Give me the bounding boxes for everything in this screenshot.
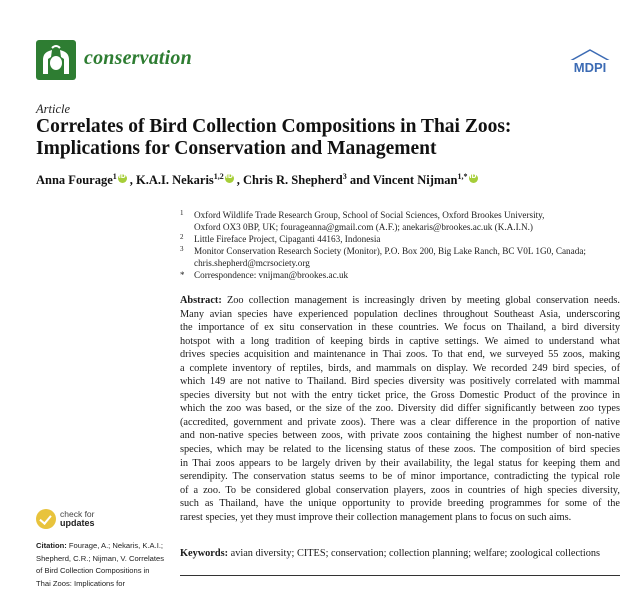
abstract-line: a complete inventory of reptiles, birds, and mammals on display. We recorded 249 bird species, of: [180, 362, 620, 376]
abstract-line: which the zoo was based, or the size of the zoo. Diversity did differ significantly between zoo types: [180, 402, 620, 416]
paper-title: [36, 116, 616, 160]
authors-joiner: and: [350, 173, 370, 187]
paper-title-line-1: Correlates of Bird Collection Compositions in Thai Zoos:: [36, 116, 616, 138]
author-list: Anna Fourage$^1$iD , K.A.I. Nekaris$^{1,2}$iD , Chris R. Shepherd$^3$ and Vincent Nijman$^{1,*}$iD: [36, 172, 616, 188]
abstract-line-text: Zoo collection management is increasingly driven by meeting global conservation needs.: [227, 295, 620, 306]
mdpi-logo: [567, 48, 613, 78]
divider: [180, 575, 620, 576]
author-affil-marker: 3: [343, 172, 347, 181]
keywords: [180, 548, 620, 559]
abstract-line: in Thai zoos appears to be largely driven by their availability, the legal status for keeping them and: [180, 457, 620, 471]
affiliation-marker: *: [180, 269, 185, 281]
journal-name: conservation: [84, 47, 192, 70]
keywords-text: avian diversity; CITES; conservation; collection planning; welfare; zoological collections: [231, 548, 600, 559]
author-name[interactable]: K.A.I. Nekaris: [136, 173, 214, 187]
abstract: [180, 294, 620, 524]
abstract-line: of a zoo. To be considered global conservation players, zoos in countries of high species diversity,: [180, 484, 620, 498]
abstract-line: the importance of ex situ conservation in these countries. We focus on Thailand, a bird diversity: [180, 321, 620, 335]
citation-line: of Bird Collection Compositions in: [36, 565, 176, 578]
affiliation-line: Monitor Conservation Research Society (Monitor), P.O. Box 200, Big Lake Ranch, BC V0L 1G0, Canada;: [194, 245, 586, 257]
abstract-line: serendipity. The conservation status seems to be of minor importance, contradicting the typical role: [180, 470, 620, 484]
abstract-line: hotspot with a long tradition of keeping birds in captive settings. We aimed to understand what: [180, 335, 620, 349]
affiliation-line: Oxford Wildlife Trade Research Group, School of Social Sciences, Oxford Brookes University,: [194, 209, 544, 221]
citation-line: Shepherd, C.R.; Nijman, V. Correlates: [36, 553, 176, 566]
affiliation-line: Little Fireface Project, Cipaganti 44163, Indonesia: [194, 233, 381, 245]
affiliation-marker: 1: [180, 207, 184, 219]
check-for-updates-link[interactable]: [60, 510, 95, 528]
abstract-line: Many avian species have experienced population declines throughout Southeast Asia, underscoring: [180, 308, 620, 322]
affiliation-line: chris.shepherd@mcrsociety.org: [194, 257, 310, 269]
check-for-updates-icon[interactable]: [36, 509, 56, 529]
author-affil-marker: 1,*: [458, 172, 468, 181]
citation: [36, 540, 176, 590]
citation-line-text: Fourage, A.; Nekaris, K.A.I.;: [69, 541, 163, 550]
author-affil-marker: 1: [113, 172, 117, 181]
abstract-label: Abstract:: [180, 295, 222, 306]
author-affil-marker: 1,2: [214, 172, 224, 181]
orcid-icon[interactable]: [225, 174, 234, 183]
conservation-hands-icon: [36, 40, 76, 80]
check-for-updates-line-2: updates: [60, 519, 95, 528]
affiliation-line: Oxford OX3 0BP, UK; fourageanna@gmail.com (A.F.); anekaris@brookes.ac.uk (K.A.I.N.): [194, 221, 533, 233]
abstract-line: and non-native species between zoos, with private zoos containing the highest number of non-native: [180, 429, 620, 443]
author-name[interactable]: Chris R. Shepherd: [243, 173, 343, 187]
orcid-icon[interactable]: [118, 174, 127, 183]
correspondence-line: Correspondence: vnijman@brookes.ac.uk: [194, 269, 348, 281]
paper-title-line-2: Implications for Conservation and Management: [36, 138, 616, 160]
check-for-updates-line-1: check for: [60, 510, 95, 519]
abstract-line: [180, 294, 620, 308]
keywords-label: Keywords:: [180, 548, 228, 559]
abstract-line: drives species acquisition and maintenance in Thai zoos. To that end, we surveyed 55 zoos, making: [180, 348, 620, 362]
author-name[interactable]: Vincent Nijman: [373, 173, 458, 187]
abstract-line: such as Thailand, have the unique opportunity to provide breeding programmes for some of the: [180, 497, 620, 511]
citation-line: Thai Zoos: Implications for: [36, 578, 176, 590]
abstract-line: which 149 are not native to Thailand. Bird species diversity was positively correlated with mammal: [180, 375, 620, 389]
abstract-line: species diversity but not with the entry ticket price, the Gross Domestic Product of the province in: [180, 389, 620, 403]
mdpi-logo-text: MDPI: [574, 60, 607, 75]
citation-line: [36, 540, 176, 553]
abstract-line: (accredited, government and private zoos). There was a clear difference in the proportion of native: [180, 416, 620, 430]
citation-label: Citation:: [36, 541, 67, 550]
author-name[interactable]: Anna Fourage: [36, 173, 113, 187]
affiliation-marker: 2: [180, 231, 184, 243]
orcid-icon[interactable]: [469, 174, 478, 183]
article-type: Article: [36, 102, 70, 117]
affiliation-marker: 3: [180, 243, 184, 255]
abstract-line: rarest species, yet they must improve their collection management plans to focus on such aims.: [180, 511, 620, 525]
abstract-line: species, which may be related to the licensing status of these zoos. The composition of bird species: [180, 443, 620, 457]
